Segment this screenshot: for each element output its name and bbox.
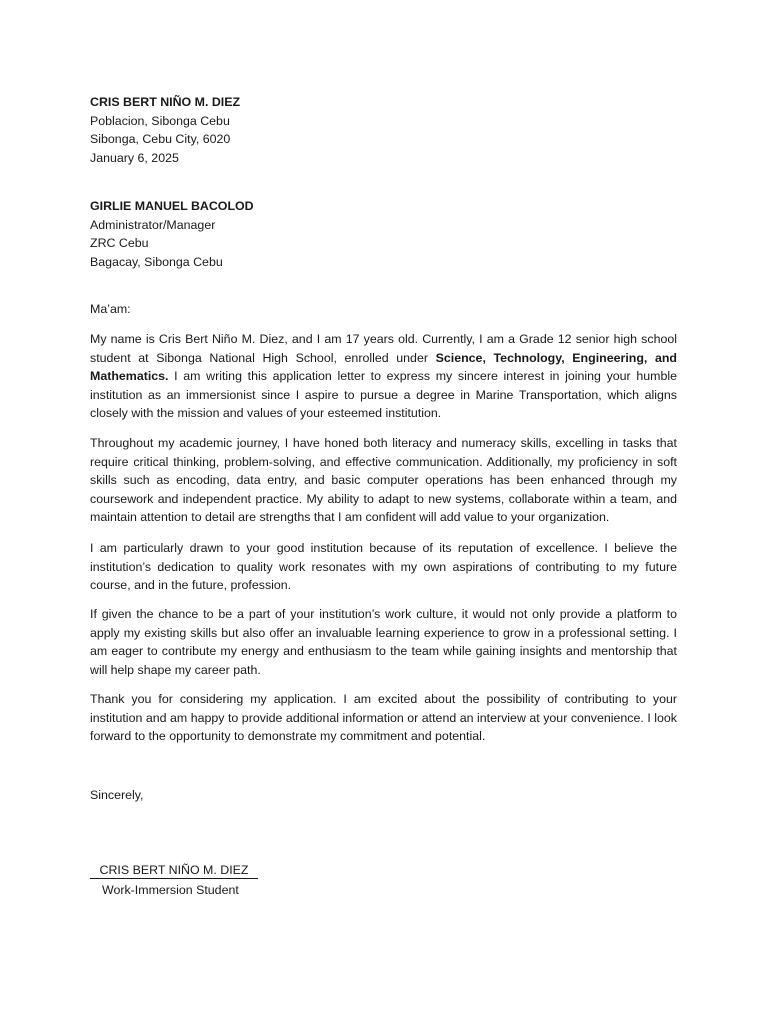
signature-title: Work-Immersion Student	[102, 883, 239, 897]
paragraph-1-rest: I am writing this application letter to express my sincere interest in joining your humble institution as an immersionist since I aspire to pursue a degree in Marine Transportation, which aligns closely with the mission and values of your esteemed institution.	[90, 369, 677, 421]
body-paragraph-3: I am particularly drawn to your good institution because of its reputation of excellence. I believe the institution’s dedication to quality work resonates with my own aspirations of contributing to my future course, and in the future, profession.	[90, 541, 677, 593]
recipient-name: GIRLIE MANUEL BACOLOD	[90, 199, 254, 213]
letter-date: January 6, 2025	[90, 150, 179, 165]
salutation: Ma’am:	[90, 302, 131, 316]
sender-block	[90, 93, 677, 167]
signature-name: CRIS BERT NIÑO M. DIEZ	[90, 862, 258, 879]
recipient-company: ZRC Cebu	[90, 236, 149, 251]
body-paragraph-5: Thank you for considering my application. I am excited about the possibility of contributing to your institution and am happy to provide additional information or attend an interview at your convenience. I look forward to the opportunity to demonstrate my commitment and potential.	[90, 692, 677, 744]
recipient-address: Bagacay, Sibonga Cebu	[90, 254, 223, 269]
paragraph-1-intro: My name is Cris Bert Niño M. Diez, and I am 17 years old. Currently, I am a Grade 12 senior high school student at Sibonga National High School, enrolled under	[90, 332, 677, 365]
body-paragraph-2: Throughout my academic journey, I have honed both literacy and numeracy skills, excelling in tasks that require critical thinking, problem-solving, and effective communication. Additionally, my proficiency in soft skills such as encoding, data entry, and basic computer operations has been enhanced through my coursework and independent practice. My ability to adapt to new systems, collaborate within a team, and maintain attention to detail are strengths that I am confident will add value to your organization.	[90, 436, 677, 525]
sender-address-line-1: Poblacion, Sibonga Cebu	[90, 113, 230, 128]
recipient-position: Administrator/Manager	[90, 217, 216, 232]
sender-address-line-2: Sibonga, Cebu City, 6020	[90, 132, 231, 147]
strand-name: Science, Technology, Engineering, and Mathematics.	[90, 350, 678, 384]
body-paragraph-4: If given the chance to be a part of your institution’s work culture, it would not only provide a platform to apply my existing skills but also offer an invaluable learning experience to grow in a professional setting. I am eager to contribute my energy and enthusiasm to the team while gaining insights and mentorship that will help shape my career path.	[90, 607, 677, 677]
closing: Sincerely,	[90, 788, 144, 802]
sender-name: CRIS BERT NIÑO M. DIEZ	[90, 95, 241, 109]
body-paragraph-1	[90, 330, 677, 423]
recipient-block	[90, 197, 677, 271]
